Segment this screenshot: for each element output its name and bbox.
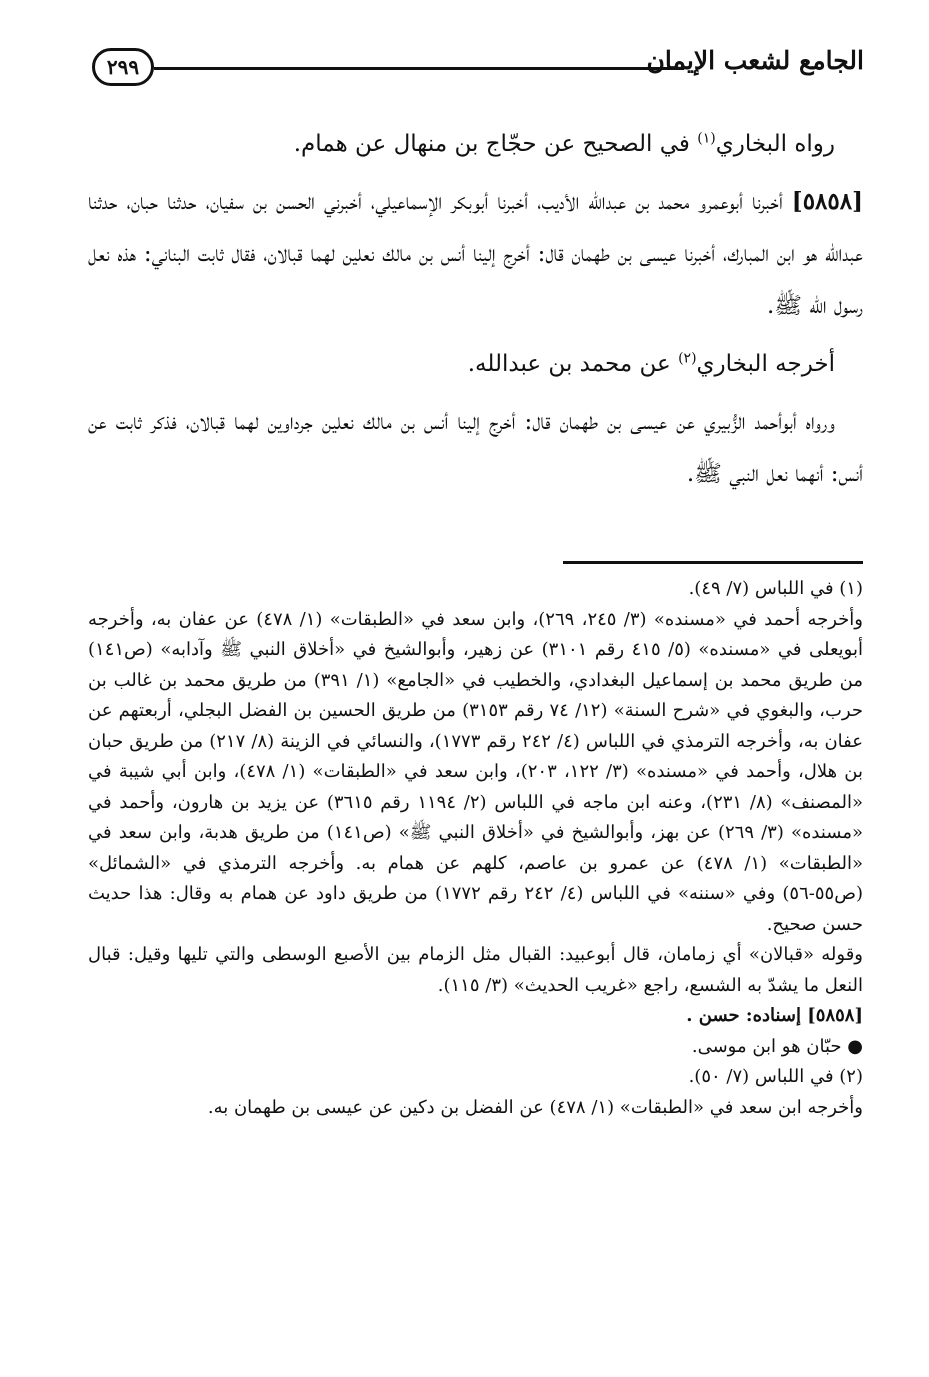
footnote-ref-1: (١) bbox=[697, 130, 716, 147]
hadith-text: أخبرنا أبوعمرو محمد بن عبدالله الأديب، أخبرنا أبوبكر الإسماعيلي، أخبرني الحسن بن سفيان، حدثنا حبان، حدثنا عبدالله هو ابن المبارك، أخبرنا عيسى بن طهمان قال: أخرج إلينا أنس بن مالك نعلين لهما قبالان، فقال ثابت البناني: هذه نعل رسول الله ﷺ. bbox=[88, 189, 863, 319]
footnote-1-body: وأخرجه أحمد في «مسنده» (٣/ ٢٤٥، ٢٦٩)، وابن سعد في «الطبقات» (١/ ٤٧٨) عن عفان به، وأخرجه أبويعلى في «مسنده» (٥/ ٤١٥ رقم ٣١٠١) عن زهير، وأبوالشيخ في «أخلاق النبي ﷺ وآدابه» (ص١٤١) من طريق محمد بن إسماعيل البغدادي، والخطيب في «الجامع» (١/ ٣٩١) من طريق محمد بن غالب بن حرب، والبغوي في «شرح السنة» (١٢/ ٧٤ رقم ٣١٥٣) من طريق الحسين بن الفضل البجلي، أربعتهم عن عفان به، وأخرجه الترمذي في اللباس (٤/ ٢٤٢ رقم ١٧٧٣)، والنسائي في الزينة (٨/ ٢١٧) من طريق حبان بن هلال، وأحمد في «مسنده» (٣/ ١٢٢، ٢٠٣)، وابن سعد في «الطبقات» (١/ ٤٧٨)، وابن أبي شيبة في «المصنف» (٨/ ٢٣١)، وعنه ابن ماجه في اللباس (٢/ ١١٩٤ رقم ٣٦١٥) عن يزيد بن هارون، وأحمد في «مسنده» (٣/ ٢٦٩) عن بهز، وأبوالشيخ في «أخلاق النبي ﷺ» (ص١٤١) من طريق هدبة، وابن سعد في «الطبقات» (١/ ٤٧٨) عن عمرو بن عاصم، كلهم عن همام به. وأخرجه الترمذي في «الشمائل» (ص٥٥-٥٦) وفي «سننه» في اللباس (٤/ ٢٤٢ رقم ١٧٧٢) من طريق داود عن همام به وقال: هذا حديث حسن صحيح. bbox=[88, 608, 864, 935]
narration-text-cont: في الصحيح عن حجّاج بن منهال عن همام. bbox=[293, 131, 698, 157]
footnotes-section bbox=[88, 574, 863, 1123]
page-header bbox=[92, 40, 864, 102]
paragraph-zubayri bbox=[88, 396, 863, 500]
isnad-grade: [٥٨٥٨] إسناده: حسن . bbox=[686, 1005, 863, 1026]
hadith-paragraph bbox=[88, 176, 863, 332]
footnote-divider bbox=[563, 561, 863, 564]
main-text bbox=[88, 118, 863, 500]
page-number: ٢٩٩ bbox=[92, 48, 154, 86]
footnote-2-heading: (٢) في اللباس (٧/ ٥٠). bbox=[688, 1066, 863, 1087]
zubayri-text: ورواه أبوأحمد الزُّبيري عن عيسى بن طهمان قال: أخرج إلينا أنس بن مالك نعلين جرداوين لهما قبالان، فذكر ثابت عن أنس: أنهما نعل النبي ﷺ. bbox=[88, 409, 863, 487]
bullet-note-text: حبّان هو ابن موسى. bbox=[691, 1035, 848, 1057]
footnote-2-body: وأخرجه ابن سعد في «الطبقات» (١/ ٤٧٨) عن الفضل بن دكين عن عيسى بن طهمان به. bbox=[207, 1096, 863, 1118]
footnote-1-note: وقوله «قبالان» أي زمامان، قال أبوعبيد: القبال مثل الزمام بين الأصبع الوسطى والتي تليها وقيل: قبال النعل ما يشدّ به الشسع، راجع «غريب الحديث» (٣/ ١١٥). bbox=[88, 944, 863, 996]
takhrij-text: أخرجه البخاري bbox=[696, 351, 835, 377]
bullet-note bbox=[88, 1032, 863, 1063]
paragraph-takhrij bbox=[88, 338, 863, 390]
running-title: الجامع لشعب الإيمان bbox=[646, 46, 864, 75]
footnote-ref-2: (٢) bbox=[678, 350, 697, 367]
header-rule bbox=[154, 67, 684, 70]
bullet-icon: ● bbox=[847, 1035, 863, 1057]
paragraph-bukhari-narration bbox=[88, 118, 863, 170]
takhrij-text-cont: عن محمد بن عبدالله. bbox=[467, 351, 679, 377]
narration-text: رواه البخاري bbox=[715, 131, 835, 157]
footnote-1-heading: (١) في اللباس (٧/ ٤٩). bbox=[688, 578, 863, 599]
hadith-number: [٥٨٥٨] bbox=[791, 188, 863, 215]
